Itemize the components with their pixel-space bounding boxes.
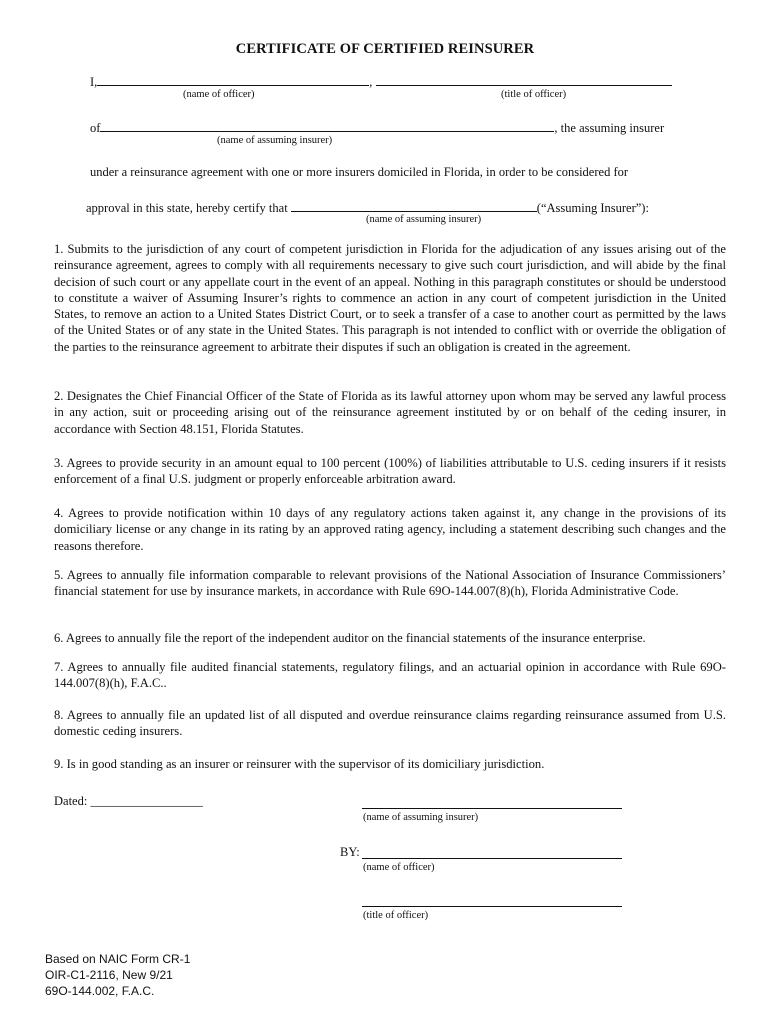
the-assuming-insurer-text: , the assuming insurer: [554, 121, 665, 135]
approval-prefix: approval in this state, hereby certify that: [86, 201, 288, 215]
i-prefix: I,: [90, 75, 98, 89]
paragraph-1: 1. Submits to the jurisdiction of any court of competent jurisdiction in Florida for the adjudication of any issues arising out of the reinsurance agreement, agrees to comply with all requirements necessary to give such court jurisdiction, and will abide by the final decision of such court or any appellate court in the event of an appeal. Nothing in this paragraph constitutes or should be understood to constitute a waiver of Assuming Insurer’s rights to commence an action in any court of competent jurisdiction in the United States, to remove an action to a United States District Court, or to seek a transfer of a case to another court as permitted by the laws of the United States or of any state in the United States. This paragraph is not intended to conflict with or override the obligation of the parties to the reinsurance agreement to arbitrate their disputes if such an obligation is created in the agreement.: [54, 242, 726, 354]
officer-line: [90, 73, 672, 90]
dated-label: Dated:: [54, 794, 91, 808]
officer-title-field[interactable]: [376, 73, 672, 86]
officer-signature-line[interactable]: [362, 858, 622, 859]
signature-name-of-officer-caption: (name of officer): [363, 862, 435, 873]
paragraph-2: 2. Designates the Chief Financial Officer of the State of Florida as its lawful attorney upon whom may be served any lawful process in any action, suit or proceeding arising out of the reinsurance agreement instituted by or on behalf of the ceding insurer, in accordance with Section 48.151, Florida Statutes.: [54, 389, 726, 436]
paragraph-8: 8. Agrees to annually file an updated list of all disputed and overdue reinsurance claims regarding reinsurance assumed from U.S. domestic ceding insurers.: [54, 708, 726, 739]
paragraph-7: 7. Agrees to annually file audited financial statements, regulatory filings, and an actuarial opinion in accordance with Rule 69O-144.007(8)(h), F.A.C..: [54, 660, 726, 691]
signature-name-of-assuming-insurer-caption: (name of assuming insurer): [363, 812, 479, 823]
assuming-insurer-signature-line[interactable]: [362, 808, 622, 809]
footer-line-1: Based on NAIC Form CR-1: [45, 952, 191, 966]
paragraph-5: 5. Agrees to annually file information comparable to relevant provisions of the National Association of Insurance Commissioners’ financial statement for use by insurance markets, in accordance with Rule 69O-144.007(8)(h), Florida Administrative Code.: [54, 568, 726, 599]
paragraph-3: 3. Agrees to provide security in an amount equal to 100 percent (100%) of liabilities attributable to U.S. ceding insurers if it resists enforcement of a final U.S. judgment or properly enforceable arbitration award.: [54, 456, 726, 487]
comma: ,: [369, 75, 373, 89]
footer-line-2: OIR-C1-2116, New 9/21: [45, 968, 173, 982]
assuming-insurer-line: [90, 119, 664, 136]
name-of-assuming-insurer-caption: (name of assuming insurer): [217, 135, 333, 146]
signature-title-of-officer-caption: (title of officer): [363, 910, 429, 921]
name-of-officer-caption: (name of officer): [183, 89, 255, 100]
form-footer: [45, 951, 190, 999]
footer-line-3: 69O-144.002, F.A.C.: [45, 984, 155, 998]
officer-name-field[interactable]: [97, 73, 369, 86]
paragraph-4: 4. Agrees to provide notification within 10 days of any regulatory actions taken against it, any change in the provisions of its domiciliary license or any change in its rating by an approved rating agency, including a statement describing such changes and the reasons therefore.: [54, 506, 726, 553]
assuming-insurer-name-field[interactable]: [100, 119, 554, 132]
assuming-insurer-certify-field[interactable]: [291, 199, 537, 212]
paragraph-9: 9. Is in good standing as an insurer or reinsurer with the supervisor of its domiciliary jurisdiction.: [54, 757, 545, 771]
of-prefix: of: [90, 121, 101, 135]
reinsurance-agreement-line: under a reinsurance agreement with one or more insurers domiciled in Florida, in order to be considered for: [90, 165, 629, 179]
title-of-officer-caption: (title of officer): [501, 89, 567, 100]
assuming-insurer-quote: (“Assuming Insurer”):: [536, 201, 649, 215]
officer-title-signature-line[interactable]: [362, 906, 622, 907]
paragraph-6: 6. Agrees to annually file the report of the independent auditor on the financial statements of the insurance enterprise.: [54, 631, 646, 645]
name-of-assuming-insurer-caption-2: (name of assuming insurer): [366, 214, 482, 225]
dated-line: [54, 794, 203, 809]
dated-field[interactable]: __________________: [90, 794, 203, 808]
document-title: CERTIFICATE OF CERTIFIED REINSURER: [235, 41, 535, 57]
by-label: BY:: [340, 845, 360, 859]
